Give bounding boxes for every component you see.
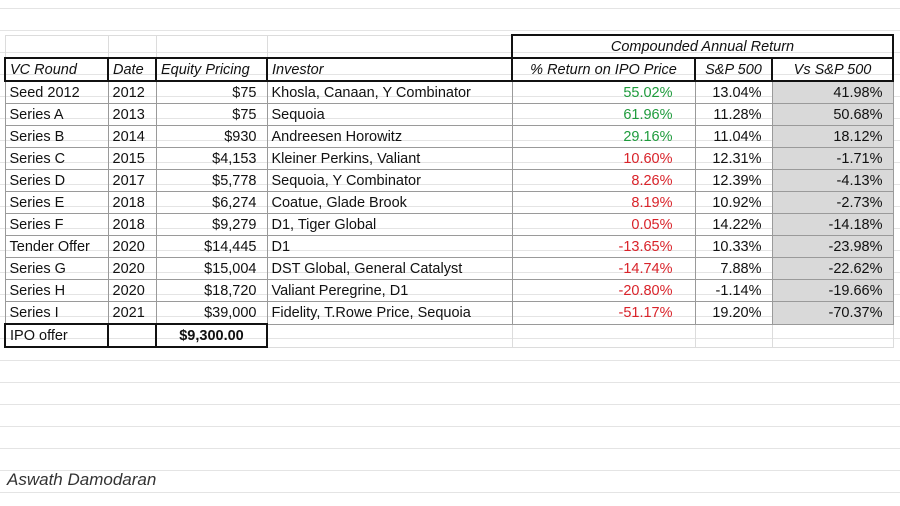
round-cell[interactable]: Series A — [5, 104, 108, 126]
investor-cell[interactable]: DST Global, General Catalyst — [267, 258, 512, 280]
equity-pricing-cell[interactable]: $6,274 — [156, 192, 267, 214]
investor-cell[interactable]: Sequoia — [267, 104, 512, 126]
date-cell[interactable]: 2020 — [108, 280, 156, 302]
vs-sp500-cell[interactable]: 41.98% — [772, 81, 893, 104]
returns-table — [4, 34, 894, 348]
sp500-cell[interactable]: 13.04% — [695, 81, 772, 104]
table-row — [5, 81, 893, 104]
compounded-return-header[interactable]: Compounded Annual Return — [512, 35, 893, 58]
ipo-offer-label[interactable]: IPO offer — [5, 324, 108, 347]
investor-cell[interactable]: Valiant Peregrine, D1 — [267, 280, 512, 302]
round-cell[interactable]: Seed 2012 — [5, 81, 108, 104]
equity-pricing-cell[interactable]: $5,778 — [156, 170, 267, 192]
sp500-cell[interactable]: 12.39% — [695, 170, 772, 192]
vs-sp500-cell[interactable]: -2.73% — [772, 192, 893, 214]
table-row — [5, 148, 893, 170]
ipo-return-cell[interactable]: 29.16% — [512, 126, 695, 148]
sp500-cell[interactable]: -1.14% — [695, 280, 772, 302]
round-cell[interactable]: Series H — [5, 280, 108, 302]
investor-cell[interactable]: Coatue, Glade Brook — [267, 192, 512, 214]
sp500-cell[interactable]: 11.28% — [695, 104, 772, 126]
date-cell[interactable]: 2014 — [108, 126, 156, 148]
vs-sp500-cell[interactable]: 50.68% — [772, 104, 893, 126]
date-cell[interactable]: 2021 — [108, 302, 156, 325]
ipo-return-cell[interactable]: 10.60% — [512, 148, 695, 170]
ipo-offer-date-cell[interactable] — [108, 324, 156, 347]
date-cell[interactable]: 2020 — [108, 258, 156, 280]
col-header-ipo-return[interactable]: % Return on IPO Price — [512, 58, 695, 81]
data-rows — [5, 81, 893, 324]
col-header-investor[interactable]: Investor — [267, 58, 512, 81]
round-cell[interactable]: Series B — [5, 126, 108, 148]
investor-cell[interactable]: Andreesen Horowitz — [267, 126, 512, 148]
table-row — [5, 258, 893, 280]
investor-cell[interactable]: Fidelity, T.Rowe Price, Sequoia — [267, 302, 512, 325]
equity-pricing-cell[interactable]: $75 — [156, 81, 267, 104]
investor-cell[interactable]: D1 — [267, 236, 512, 258]
table-row — [5, 236, 893, 258]
ipo-return-cell[interactable]: 8.26% — [512, 170, 695, 192]
vs-sp500-cell[interactable]: -23.98% — [772, 236, 893, 258]
round-cell[interactable]: Series G — [5, 258, 108, 280]
table-row — [5, 192, 893, 214]
col-header-vs-sp500[interactable]: Vs S&P 500 — [772, 58, 893, 81]
date-cell[interactable]: 2015 — [108, 148, 156, 170]
equity-pricing-cell[interactable]: $9,279 — [156, 214, 267, 236]
column-header-row — [5, 58, 893, 81]
vs-sp500-cell[interactable]: -22.62% — [772, 258, 893, 280]
sp500-cell[interactable]: 10.33% — [695, 236, 772, 258]
equity-pricing-cell[interactable]: $14,445 — [156, 236, 267, 258]
col-header-date[interactable]: Date — [108, 58, 156, 81]
table-row — [5, 280, 893, 302]
round-cell[interactable]: Series I — [5, 302, 108, 325]
equity-pricing-cell[interactable]: $75 — [156, 104, 267, 126]
ipo-return-cell[interactable]: 61.96% — [512, 104, 695, 126]
sp500-cell[interactable]: 14.22% — [695, 214, 772, 236]
ipo-return-cell[interactable]: -14.74% — [512, 258, 695, 280]
table-row — [5, 214, 893, 236]
date-cell[interactable]: 2017 — [108, 170, 156, 192]
vs-sp500-cell[interactable]: -4.13% — [772, 170, 893, 192]
sp500-cell[interactable]: 12.31% — [695, 148, 772, 170]
ipo-return-cell[interactable]: -13.65% — [512, 236, 695, 258]
group-header-row — [5, 35, 893, 58]
date-cell[interactable]: 2020 — [108, 236, 156, 258]
ipo-return-cell[interactable]: 0.05% — [512, 214, 695, 236]
vs-sp500-cell[interactable]: 18.12% — [772, 126, 893, 148]
round-cell[interactable]: Tender Offer — [5, 236, 108, 258]
equity-pricing-cell[interactable]: $930 — [156, 126, 267, 148]
equity-pricing-cell[interactable]: $18,720 — [156, 280, 267, 302]
round-cell[interactable]: Series D — [5, 170, 108, 192]
ipo-return-cell[interactable]: -20.80% — [512, 280, 695, 302]
table-row — [5, 126, 893, 148]
vs-sp500-cell[interactable]: -1.71% — [772, 148, 893, 170]
spreadsheet — [4, 34, 894, 348]
ipo-offer-value[interactable]: $9,300.00 — [156, 324, 267, 347]
vs-sp500-cell[interactable]: -70.37% — [772, 302, 893, 325]
table-row — [5, 170, 893, 192]
investor-cell[interactable]: Kleiner Perkins, Valiant — [267, 148, 512, 170]
ipo-offer-row — [5, 324, 893, 347]
sp500-cell[interactable]: 7.88% — [695, 258, 772, 280]
ipo-return-cell[interactable]: 55.02% — [512, 81, 695, 104]
investor-cell[interactable]: Sequoia, Y Combinator — [267, 170, 512, 192]
round-cell[interactable]: Series C — [5, 148, 108, 170]
investor-cell[interactable]: Khosla, Canaan, Y Combinator — [267, 81, 512, 104]
vs-sp500-cell[interactable]: -19.66% — [772, 280, 893, 302]
equity-pricing-cell[interactable]: $39,000 — [156, 302, 267, 325]
ipo-return-cell[interactable]: 8.19% — [512, 192, 695, 214]
equity-pricing-cell[interactable]: $4,153 — [156, 148, 267, 170]
table-row — [5, 302, 893, 325]
col-header-sp500[interactable]: S&P 500 — [695, 58, 772, 81]
ipo-return-cell[interactable]: -51.17% — [512, 302, 695, 325]
col-header-vc-round[interactable]: VC Round — [5, 58, 108, 81]
date-cell[interactable]: 2012 — [108, 81, 156, 104]
equity-pricing-cell[interactable]: $15,004 — [156, 258, 267, 280]
date-cell[interactable]: 2013 — [108, 104, 156, 126]
date-cell[interactable]: 2018 — [108, 192, 156, 214]
col-header-equity-pricing[interactable]: Equity Pricing — [156, 58, 267, 81]
round-cell[interactable]: Series F — [5, 214, 108, 236]
sp500-cell[interactable]: 10.92% — [695, 192, 772, 214]
date-cell[interactable]: 2018 — [108, 214, 156, 236]
sp500-cell[interactable]: 19.20% — [695, 302, 772, 325]
investor-cell[interactable]: D1, Tiger Global — [267, 214, 512, 236]
table-row — [5, 104, 893, 126]
sp500-cell[interactable]: 11.04% — [695, 126, 772, 148]
author-name: Aswath Damodaran — [7, 470, 157, 489]
round-cell[interactable]: Series E — [5, 192, 108, 214]
vs-sp500-cell[interactable]: -14.18% — [772, 214, 893, 236]
